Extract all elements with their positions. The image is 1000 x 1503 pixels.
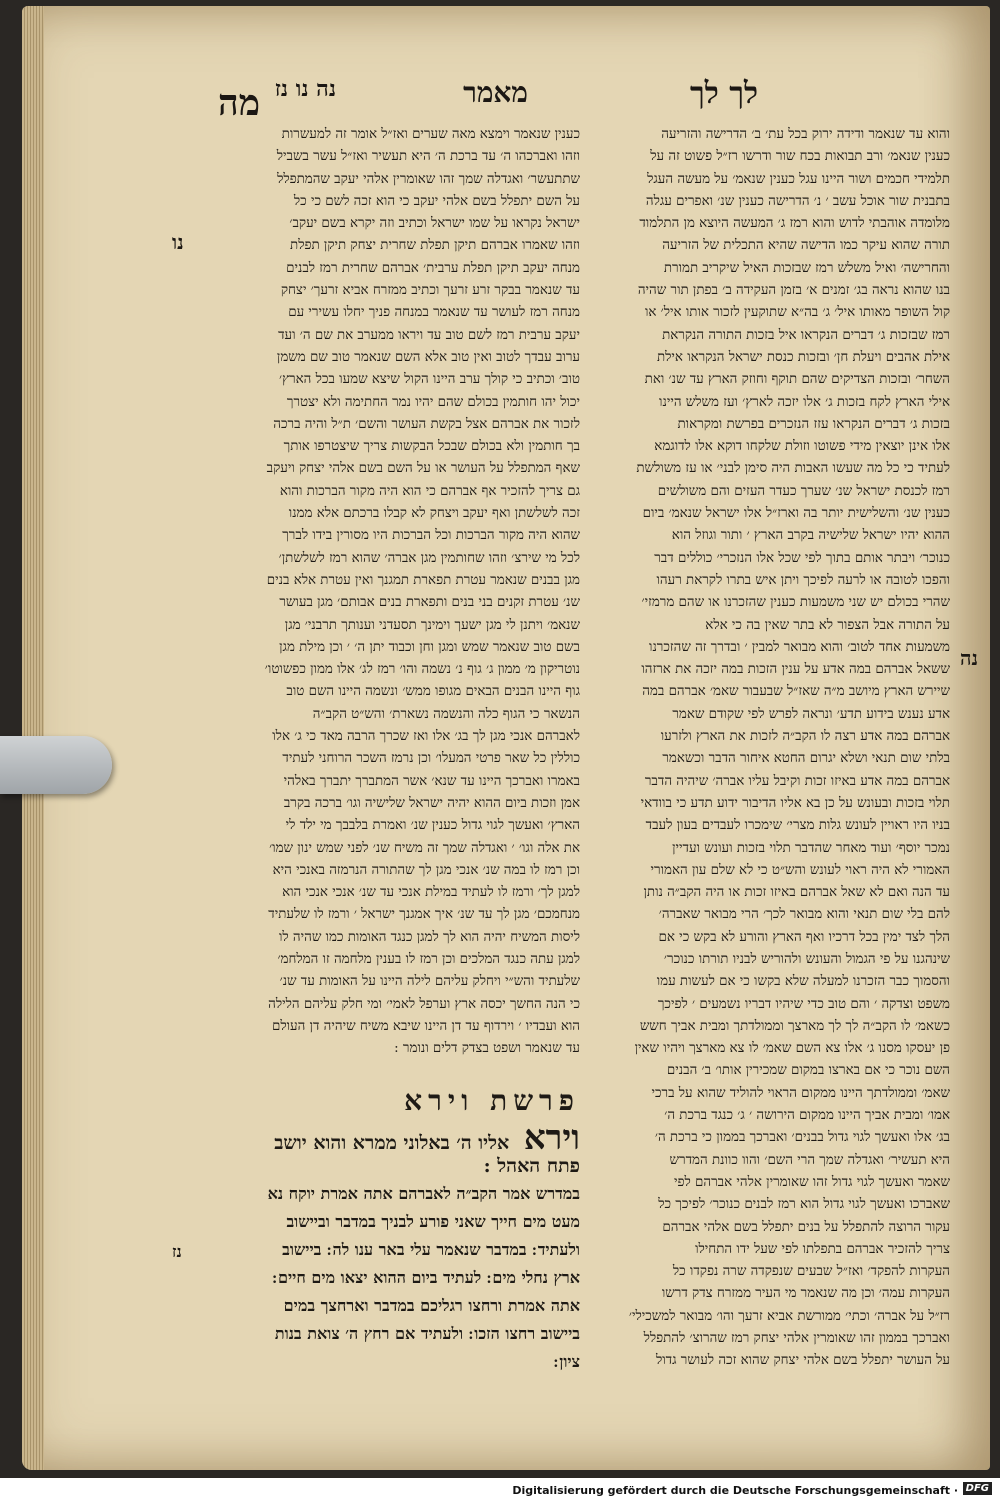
text-line: וזהו ואברכהו ה׳ עד ברכת ה׳ היא תעשיר ואז״ל עשר בשביל (276, 149, 580, 165)
text-line: ביישוב רחצו הזכו ׃ ולעתיד אם רחץ ה׳ צואת בנות (274, 1324, 580, 1344)
text-line: ששאל אברהם במה אדע על ענין הזכות במה יזכה את ארזהו (641, 662, 950, 678)
dfg-logo: DFG (963, 1482, 992, 1495)
text-line: העקרות עמה׳ וכן מה שנאמר מי העיר ממזרח צדק דרשו (661, 1286, 950, 1302)
text-line: טוב׳ וכתיב כי קולך ערב היינו הקול שיצא שמעו בכל הארץ׳ (278, 372, 580, 388)
text-line: כענין שנאמר וימצא מאה שערים ואז״ל אומר זה למעשרות (281, 127, 580, 142)
text-line: את אלה וגו׳ ׳ ואגדלה שמך זה משיח שנ׳ לפני שמש ינון שמו׳ (269, 840, 580, 856)
text-line: אתה אמרת ורחצו רגליכם במדבר וארחצך במים (283, 1296, 580, 1316)
text-line: יכול יהו חותמין בכולם שהם יהיו נמר החתימה ולא יצטרך (286, 394, 580, 410)
text-line: למגן עתה כנגד המלכים וכן רמז לו בענין מלחמה זו המלחמ׳ (277, 951, 580, 967)
text-line: בנו שהוא נראה בג׳ זמנים א׳ בזמן העקידה ב׳ בפתן תור שהיה (637, 283, 950, 299)
text-line: תלמידי חכמים ושור היינו עגל כענין שנאמ׳ על מעשה העגל (647, 171, 950, 187)
text-line: למגן לך׳ ורמז לו לעתיד במילת אנכי עד שנ׳ אנכי אנכי הוא (282, 885, 580, 901)
text-line: בלתי שום תנאי ושלא יגרום החטא איחור הדבר וכשאמר (662, 751, 950, 767)
text-line: היא תעשיר׳ ואגדלה שמך הרי השם׳ והוו כוונת המדרש (669, 1152, 950, 1168)
text-line: ולעתיד ׃ במדבר שנאמר עלי באר ענו לה ׃ ביישוב (282, 1240, 580, 1260)
text-line: אברהם במה אדע באיזו זכות וקיבל עליו אברה׳ שיהיה הדבר (644, 773, 950, 789)
text-line: העקרות להפקד׳ ואז״ל שבעים שנפקדה שרה נפקדו כל (672, 1264, 950, 1280)
text-line: על התורה אבל הצפור לא בתר שאין בה כי אלא (705, 617, 950, 633)
text-line: לכל מי שירצ׳ וזהו שחותמין מגן אברה׳ שהוא רמז לשלשתן׳ (278, 550, 580, 566)
text-line: אברהם במה אדע רצה לו הקב״ה לזכות את הארץ ולזרעו (660, 729, 950, 745)
text-line: נוטריקון מ׳ ממון ג׳ גוף נ׳ נשמה והו׳ רמז לג׳ אלו ממון כפשוטו׳ (264, 662, 580, 678)
text-line: נמכר יוסף׳ ועוד מאחר שהדבר תלוי בזכות ועונש ועדיין (672, 840, 950, 856)
text-line: כי הנה החשך יכסה ארץ וערפל לאמי׳ ומי חלק עליהם הלילה (268, 996, 580, 1012)
verse-head-text: אליו ה׳ באלוני ממרא והוא יושב (274, 1132, 510, 1153)
text-line: בשם טוב שנאמר שמש ומגן וחן וכבוד יתן ה׳ ׳ וכן מילת מגן (279, 639, 580, 655)
text-line: שאמ׳ וממולדתך היינו ממקום הראוי להוליד שהוא על ברכי (651, 1085, 950, 1101)
text-line: וזהו שאמרו אברהם תיקן תפלת שחרית יצחק תיקן תפלת (290, 238, 580, 254)
verse-head-line-1 (208, 1124, 580, 1152)
folio-number: מה (218, 82, 261, 124)
text-line: אדע נענש בידוע תדע׳ ונראה לפרש לפי שקודם שאמר (672, 706, 950, 722)
text-line: וכן רמז לו במה שנ׳ אנכי מגן לך שהתורה הנרמזה באנכי היא (272, 862, 580, 878)
text-line: עד שנאמר ושפט בצדק דלים ונומר : (394, 1041, 580, 1057)
text-line: עקור הרוצה להתפלל על בנים יתפלל בשם אלהי אברהם (662, 1219, 950, 1235)
text-line: בג׳ אלו ואעשך לגוי גדול בבנים׳ ואברכך בממון כי ברכת ה׳ (654, 1130, 950, 1146)
text-line: לעתיד כי כל מה שעשו האבות היה סימן לבני׳ או עז משולשת (636, 461, 950, 477)
midrash-block (208, 1180, 580, 1376)
footer-bar (0, 1478, 1000, 1503)
text-line: באמרו ואברכך היינו עד שנא׳ אשר המתברך יתברך באלהי (283, 773, 580, 789)
text-line: הארץ׳ ואעשך לגוי גדול כענין שנ׳ ואמרת בלבבך מי ילד לי (285, 818, 580, 834)
text-line: והוא עד שנאמר ודידה ירוק בכל עת׳ ב׳ הדרישה והזריעה (661, 127, 950, 142)
running-head-maamar: מאמר (463, 76, 528, 109)
text-line: ואברכך בממון זהו שאומרין אלהי יצחק רמז שהרוצ׳ להתפלל (643, 1331, 950, 1347)
text-line: להם בלי שום תנאי והוא מבואר לכך׳ הרי מבואר שאברה׳ (658, 907, 950, 923)
text-line: שאף המתפלל על העושר או על השם בשם אלהי יצחק ויעקב (266, 461, 580, 477)
text-line: מגן בבנים שנאמר עטרת תפארת תמגנך ואין עטרת אלא בנים (266, 572, 580, 588)
text-line: שנ׳ עטרת זקנים בני בנים ותפארת בנים אבותם׳ מגן בעושר (279, 595, 580, 611)
right-text-column (590, 124, 950, 1373)
text-line: הנשאר כי הגוף כלה והנשמה נשארת׳ והש״ט הקב״ה (312, 706, 580, 722)
text-line: גוף היינו הבנים הבאים מגופו ממש׳ ונשמה היינו השם טוב (286, 684, 580, 700)
text-line: משמעות אחד לטוב׳ והוא מבואר למבין ׳ ובדרך זה שהזכרנו (649, 639, 950, 655)
parsha-title: פרשת וירא (404, 1084, 580, 1118)
text-line: לאברהם אנכי מגן לך בג׳ אלו ואז שכרך הרבה מאד כי ג׳ אלו (272, 729, 580, 745)
text-line: בזכות ג׳ דברים הנקראו עזז הנזכרים בפרשת ומקראות (677, 416, 950, 432)
text-line: גם צריך להזכיר אף אברהם כי הוא היה מקור הברכות והוא (279, 483, 580, 499)
text-line: בניו היו ראויין לעונש גלות מצרי׳ שימכרו לעבדים בעון לעבד (645, 818, 950, 834)
text-line: רמז שבזכות ג׳ דברים הנקראו איל בזכות התורה הנקראת (662, 327, 950, 343)
text-line: שאמר ואעשך לגוי גדול זהו שאומרין אלהי אברהם לפי (673, 1174, 950, 1190)
footer-credit: Digitalisierung gefördert durch die Deutsche Forschungsgemeinschaft · (512, 1484, 958, 1497)
page-clip (0, 736, 112, 794)
text-line: מנחה יעקב תיקן תפלת ערבית׳ אברהם שחרית רמז לבנים (286, 260, 580, 276)
text-line: מלומדה אוהבתי לדוש והוא רמז ג׳ המעשה היוצא מן התלמוד (639, 216, 950, 232)
text-line: מנחמכם׳ מגן לך עד שנ׳ איך אמגנך ישראל ׳ ורמז לו שלעתיד (268, 907, 580, 923)
text-line: שתתעשר׳ ואגדלה שמך זהו שאומרין אלהי יעקב שהמתפלל (277, 171, 580, 187)
text-line: אמן וזכות ביום ההוא יהיה ישראל שלישיה וגו׳ ברכה בקרב (283, 795, 580, 811)
verse-head-line-2: פתח האהל : (483, 1155, 580, 1178)
running-head-parsha: לך לך (690, 76, 758, 111)
text-line: ליסות המשיח יהיה הוא לך למגן כנגד האומות כמו שהיה לו (278, 929, 580, 945)
text-line: עד שנאמר בבקר זרע זרעך וכתיב ממזרח אביא זרעך׳ יצחק (280, 283, 580, 299)
text-line: והפכו לטובה או לרעה לפיכך ויתן איש בתרו לקראת רעהו (656, 572, 950, 588)
text-line: כנוכר׳ ויבתר אותם בתוך לפי שכל אלו הנזכרי׳ כוללים דבר (654, 550, 950, 566)
text-line: השחר׳ ובזכות הצדיקים שהם תוקף וחוזק הארץ עד שנ׳ ואת (644, 372, 950, 388)
text-line: ציון ׃ (553, 1352, 580, 1372)
text-line: תורה שהוא עיקר כמו הדישה שהיא התכלית של הזריעה (662, 238, 950, 254)
text-line: שלעתיד והש״י ויחלק עליהם לילה היינו על האומות עד שנ׳ (279, 974, 580, 990)
text-line: משפט וצדקה ׳ והם טוב כדי שיהיו דבריו נשמעים ׳ לפיכך (657, 996, 950, 1012)
marginal-number: נז (172, 1242, 182, 1261)
text-line: כוללין כל שאר פרטי המעלו׳ וכן נרמז השכר הרוחני לעתיד (282, 751, 580, 767)
text-line: ארץ נחלי מים ׃ לעתיד ביום ההוא יצאו מים חיים ׃ (272, 1268, 580, 1288)
text-line: כענין שנ׳ והשלישית יותר בה וארז״ל אלו ישראל שנאמ׳ ביום (642, 506, 950, 522)
text-line: שינהגנו על פי הגמול והעונש ולהוריש לבניו תורתו כנוכר׳ (663, 951, 950, 967)
text-line: כשאמ׳ לו הקב״ה לך לך מארצך וממולדתך ומבית אביך חשש (639, 1018, 950, 1034)
text-line: והחרישה׳ ואיל משלש רמז שבזכות האיל שיקריב תמורת (663, 260, 950, 276)
text-line: יעקב ערבית רמז לשם טוב עד ויראו ממערב את שם ה׳ ועד (278, 327, 580, 343)
text-line: שנאמ׳ ויתנן לי מגן ישעך וימינך תסעדני וענותך תרבני׳ מגן (284, 617, 580, 633)
text-line: פן יעסקו מסנו ג׳ אלו צא השם שאמ׳ לו צא מארצך ויהיו שאין (634, 1041, 950, 1057)
text-line: אמו׳ ומבית אביך היינו ממקום הירושה ׳ ג׳ כנגד ברכת ה׳ (664, 1108, 950, 1124)
marginal-number: נו (172, 230, 184, 254)
text-line: והסמוך כבר הזכרנו למעלה שלא בקשו כי אם לעשות עמו (656, 974, 950, 990)
text-line: מעט מים חייך שאני פורע לבניך במדבר וביישוב (286, 1212, 580, 1232)
text-line: שאברכו ואעשך לגוי גדול הוא רמז לבנים כנוכר׳ לפיכך כל (658, 1197, 950, 1213)
text-line: ישראל נקראו על שמו ישראל וכתיב וזה יקרא בשם יעקב׳ (289, 216, 580, 232)
text-line: זכה לשלשתן ואף יעקב ויצחק לא קבלו ברכתם אלא ממנו (288, 506, 580, 522)
text-line: כענין שנאמ׳ ורב תבואות בכח שור ודרשו רז״ל פשוט זה על (650, 149, 950, 165)
text-line: מנחה רמז לעושר עד שנאמר במנחה פניך יחלו עשירי עם (288, 305, 580, 321)
text-line: הלך לצד ימין בכל דרכיו ואף הארץ והורע לא בקש כי אם (658, 929, 950, 945)
text-line: צריך להזכיר אברהם בתפלתו לפי שעל ידו התחילו (695, 1241, 950, 1257)
text-line: שהרי בכולם יש שני משמעות כענין שהזכרנו או שהם מרמזי׳ (641, 595, 950, 611)
text-line: שהוא היה מקור הברכות וכל הברכות היו מסורין בידו לברך (282, 528, 580, 544)
verse-initial-word: וירא (523, 1124, 580, 1153)
text-line: תלוי בזכות ובעונש על כן בא אליו הדיבור ידוע תדע כי בוודאי (640, 795, 950, 811)
text-line: לזכור את אברהם אצל בקשת העושר והשם׳ ת״ל והיה ברכה (273, 416, 580, 432)
marginal-number: נה (960, 646, 979, 670)
text-line: האמורי לא היה ראוי לעונש והש״ט כי לא שלם עון האמורי (650, 862, 950, 878)
left-column-lines (208, 124, 580, 1060)
text-line: בתבנית שור אוכל עשב ׳ נ׳ הדרישה כענין שנ׳ ואפרים עגלה (645, 193, 950, 209)
text-line: רז״ל על אברה׳ וכתי׳ ממורשת אביא זרעך והו׳ מבואר למשכילי׳ (628, 1308, 950, 1324)
text-line: קול השופר מאותו איל׳ ג׳ בה״א שתוקעין לזכור אותו איל׳ או (644, 305, 950, 321)
text-line: השם נוכר כי אם בארצו במקום שמכירין אותו׳ ב׳ הבנים (666, 1063, 950, 1079)
text-line: שיירש הארץ מיושב מ״ה שאז״ל שבעבור שאמ׳ אברהם במה (642, 684, 950, 700)
book-page (22, 6, 990, 1470)
text-line: הוא ועבדיו ׳ וירדוף עד דן היינו שיבא משיח שיהיה דן העולם (271, 1018, 580, 1034)
text-line: אילי הארץ לקח בזכות ג׳ אלו יזכה לארץ׳ ועז משלש היינו (659, 394, 950, 410)
text-line: אילת אהבים ויעלת חן׳ ובזכות כנסת ישראל הנקראו אילת (656, 349, 950, 365)
text-line: רמז לכנסת ישראל שנ׳ שערך כעדר העזים והם משולשים (657, 483, 950, 499)
text-line: ערוב עבדך לטוב ואין טוב אלא השם שנאמר טוב שם משמן (276, 349, 580, 365)
text-line: ההוא יהיו ישראל שלישיה בקרב הארץ ׳ ותור וגוזל הוא (671, 528, 950, 544)
text-line: אלו אינן יוצאין מידי פשוטו וזולת שלקחו דוקא אלו לדוגמא (654, 439, 950, 455)
left-text-column (208, 124, 580, 1376)
text-line: עד הנה ואם לא שאל אברהם באיזו זכות או היה הקב״ה נותן (643, 885, 950, 901)
text-line: על השם יתפלל בשם אלהי יעקב כי הוא זכה לשם כי כל (293, 193, 580, 209)
text-line: במדרש אמר הקב״ה לאברהם אתה אמרת יוקח נא (267, 1184, 580, 1204)
running-head-numbers: נה נו נז (274, 76, 336, 102)
text-line: בך חותמין ולא בכולם שבכל הבקשות צריך שיצטרפו אותך (283, 439, 580, 455)
text-line: על העושר יתפלל בשם אלהי יצחק שהוא זכה לעושר גדול (655, 1353, 950, 1369)
